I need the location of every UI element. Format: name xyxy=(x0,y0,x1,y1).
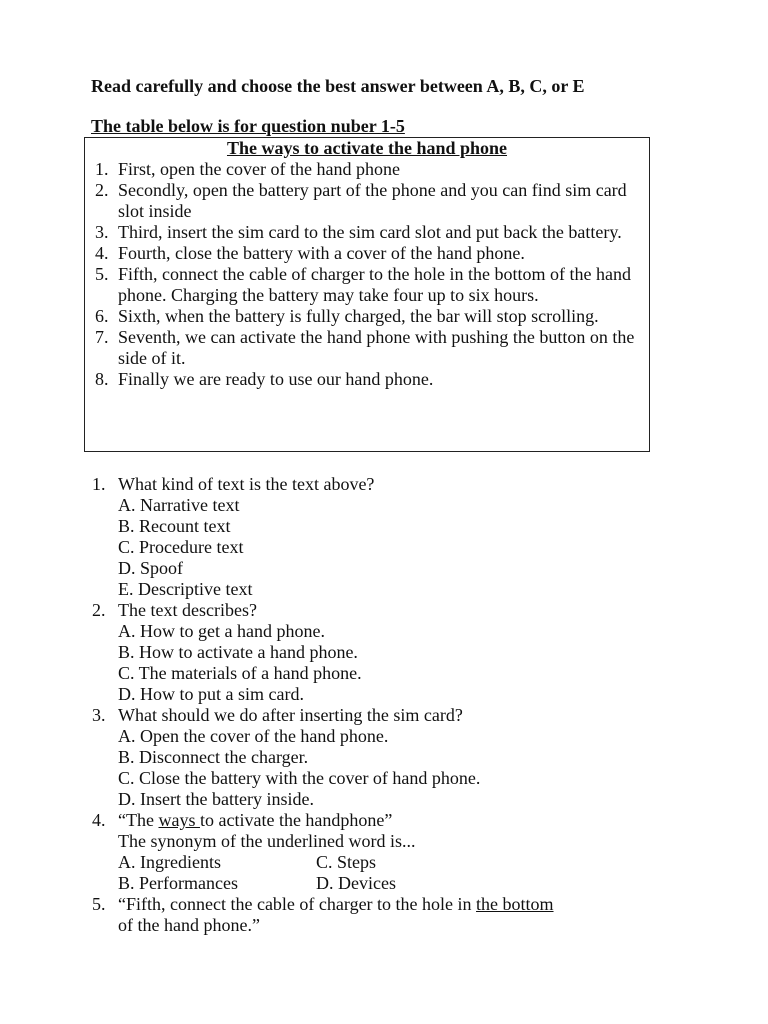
step-text: Fifth, connect the cable of charger to the hole in the bottom of the hand phone. Charging the battery may take four up to six hours. xyxy=(118,264,632,305)
option-a[interactable]: A. How to get a hand phone. xyxy=(118,621,325,641)
procedure-steps xyxy=(95,159,643,390)
step-8 xyxy=(95,369,643,390)
step-4 xyxy=(95,243,643,264)
step-text: Fourth, close the battery with a cover of the hand phone. xyxy=(118,243,525,263)
step-number: 8. xyxy=(95,369,109,389)
step-text: Secondly, open the battery part of the phone and you can find sim card slot inside xyxy=(118,180,627,221)
question-list xyxy=(92,474,692,936)
option-row-1 xyxy=(92,852,692,873)
option-a[interactable]: A. Ingredients xyxy=(118,852,221,872)
step-text: Sixth, when the battery is fully charged, the bar will stop scrolling. xyxy=(118,306,599,326)
question-text: What kind of text is the text above? xyxy=(118,474,375,494)
step-text: Finally we are ready to use our hand phone. xyxy=(118,369,434,389)
question-subtext: The synonym of the underlined word is... xyxy=(118,831,416,851)
step-2 xyxy=(95,180,643,222)
option-a[interactable]: A. Narrative text xyxy=(118,495,240,515)
underlined-word: ways xyxy=(158,810,200,830)
step-number: 4. xyxy=(95,243,109,263)
question-text: The text describes? xyxy=(118,600,257,620)
instructions: Read carefully and choose the best answer between A, B, C, or E xyxy=(91,76,585,96)
question-number: 4. xyxy=(92,810,106,830)
step-number: 6. xyxy=(95,306,109,326)
table-note: The table below is for question nuber 1-5 xyxy=(91,116,405,136)
question-1 xyxy=(92,474,692,600)
question-number: 2. xyxy=(92,600,106,620)
question-3 xyxy=(92,705,692,810)
step-3 xyxy=(95,222,643,243)
procedure-title: The ways to activate the hand phone xyxy=(226,138,508,158)
option-e[interactable]: E. Descriptive text xyxy=(118,579,253,599)
option-b[interactable]: B. Recount text xyxy=(118,516,231,536)
question-number: 3. xyxy=(92,705,106,725)
question-text-post: to activate the handphone” xyxy=(199,810,393,830)
option-c[interactable]: C. Steps xyxy=(316,852,377,872)
option-b[interactable]: B. How to activate a hand phone. xyxy=(118,642,358,662)
question-4 xyxy=(92,810,692,894)
procedure-box xyxy=(84,137,650,452)
question-number: 5. xyxy=(92,894,106,914)
option-c[interactable]: C. Procedure text xyxy=(118,537,244,557)
step-text: Seventh, we can activate the hand phone with pushing the button on the side of it. xyxy=(118,327,635,368)
option-c[interactable]: C. Close the battery with the cover of hand phone. xyxy=(118,768,481,788)
option-d[interactable]: D. Insert the battery inside. xyxy=(118,789,314,809)
option-d[interactable]: D. How to put a sim card. xyxy=(118,684,304,704)
step-number: 3. xyxy=(95,222,109,242)
option-c[interactable]: C. The materials of a hand phone. xyxy=(118,663,362,683)
underlined-phrase: the bottom xyxy=(476,894,554,914)
option-a[interactable]: A. Open the cover of the hand phone. xyxy=(118,726,389,746)
option-d[interactable]: D. Devices xyxy=(316,873,396,893)
question-2 xyxy=(92,600,692,705)
option-d[interactable]: D. Spoof xyxy=(118,558,184,578)
step-number: 2. xyxy=(95,180,109,200)
step-number: 5. xyxy=(95,264,109,284)
step-1 xyxy=(95,159,643,180)
option-b[interactable]: B. Disconnect the charger. xyxy=(118,747,309,767)
step-6 xyxy=(95,306,643,327)
option-b[interactable]: B. Performances xyxy=(118,873,238,893)
question-text-pre: “The xyxy=(118,810,159,830)
option-row-2 xyxy=(92,873,692,894)
step-5 xyxy=(95,264,643,306)
step-number: 7. xyxy=(95,327,109,347)
step-text: First, open the cover of the hand phone xyxy=(118,159,400,179)
question-number: 1. xyxy=(92,474,106,494)
question-text-continued: of the hand phone.” xyxy=(118,915,260,935)
question-text: What should we do after inserting the sim card? xyxy=(118,705,463,725)
question-text-pre: “Fifth, connect the cable of charger to the hole in xyxy=(118,894,477,914)
question-5 xyxy=(92,894,692,936)
step-7 xyxy=(95,327,643,369)
step-number: 1. xyxy=(95,159,109,179)
step-text: Third, insert the sim card to the sim card slot and put back the battery. xyxy=(118,222,622,242)
